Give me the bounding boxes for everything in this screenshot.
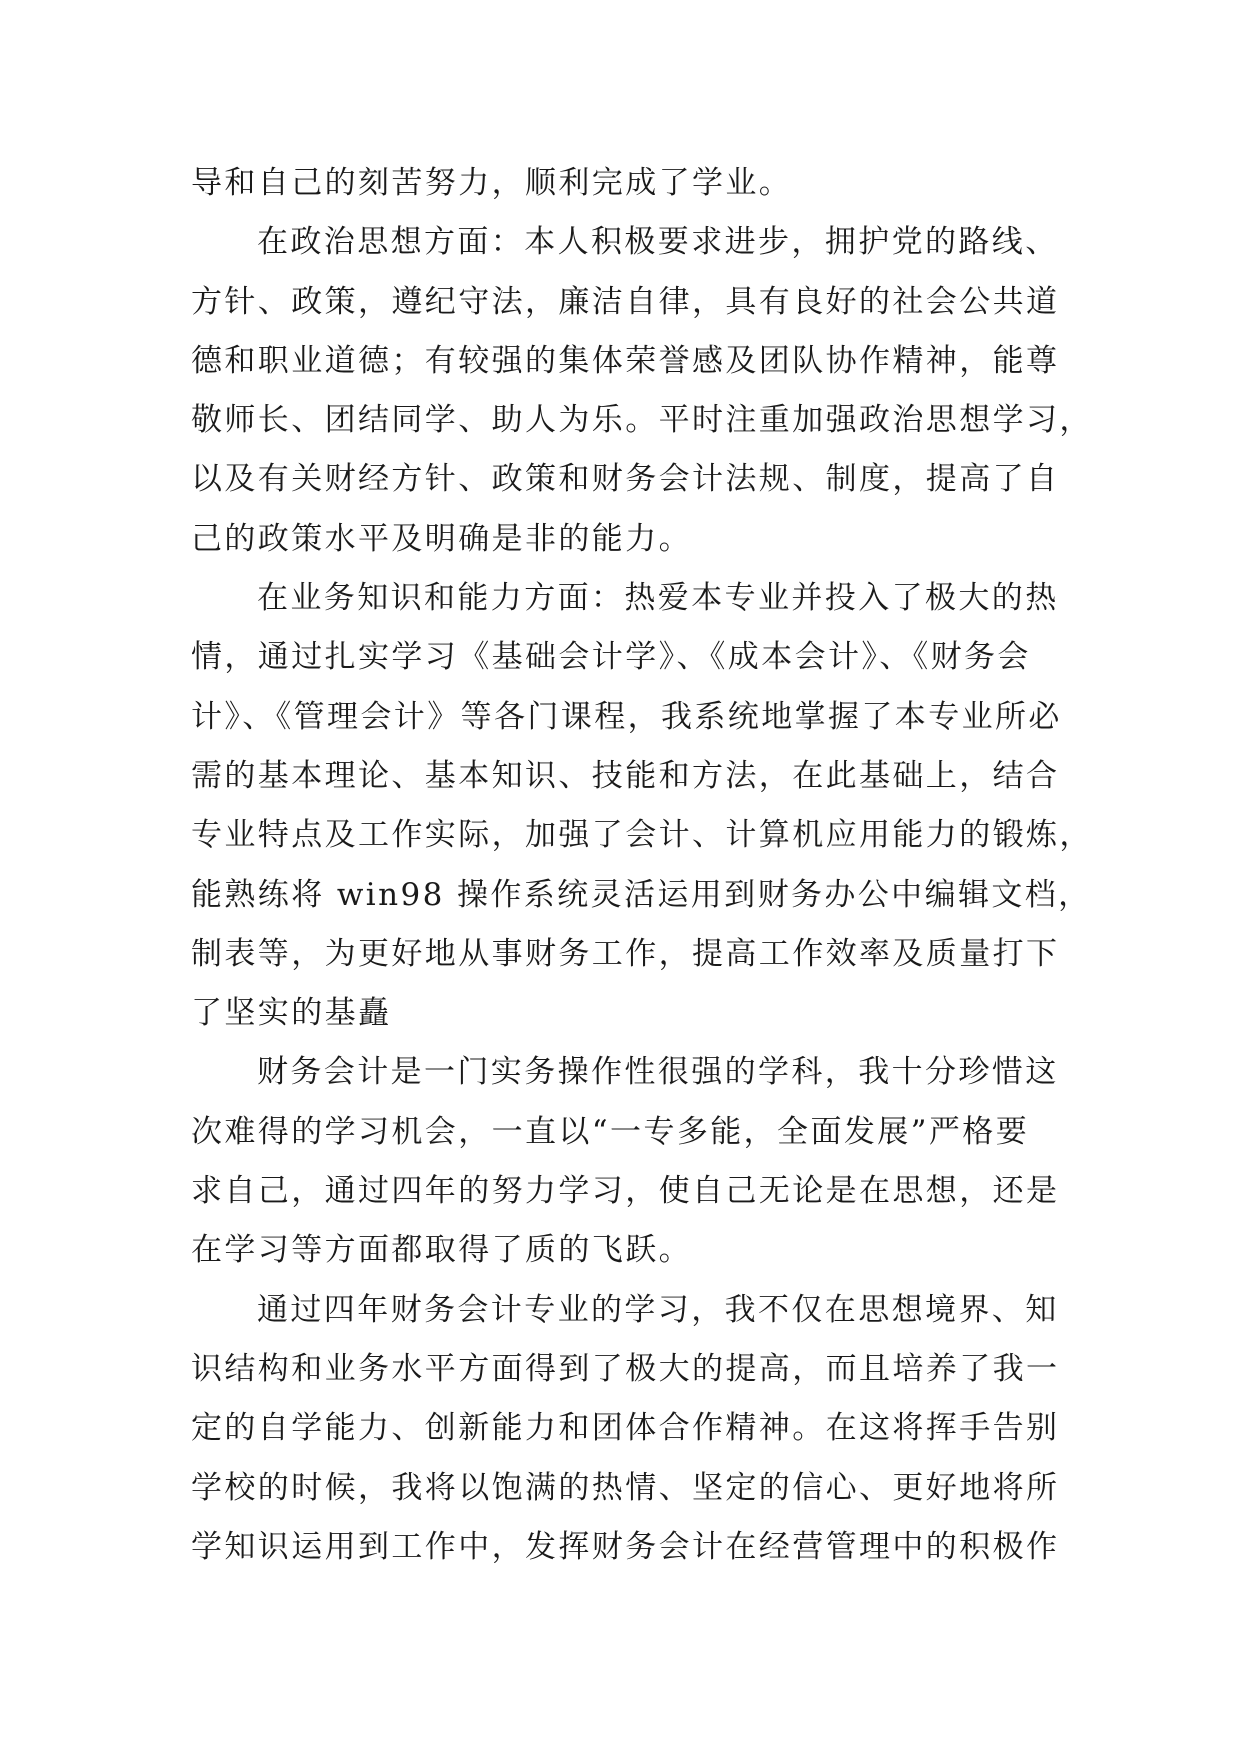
- text-line: 制表等，为更好地从事财务工作，提高工作效率及质量打下: [191, 935, 1060, 972]
- text-line: 情，通过扎实学习《基础会计学》、《成本会计》、《财务会: [191, 639, 1031, 676]
- text-line: 能熟练将 win98 操作系统灵活运用到财务办公中编辑文档，: [191, 876, 1092, 913]
- text-line: 专业特点及工作实际，加强了会计、计算机应用能力的锻炼，: [191, 817, 1093, 854]
- text-line: 定的自学能力、创新能力和团体合作精神。在这将挥手告别: [191, 1410, 1060, 1447]
- text-line: 以及有关财经方针、政策和财务会计法规、制度，提高了自: [191, 461, 1060, 498]
- text-line: 导和自己的刻苦努力，顺利完成了学业。: [191, 165, 793, 201]
- text-line: 德和职业道德；有较强的集体荣誉感及团队协作精神，能尊: [191, 342, 1060, 379]
- text-line: 己的政策水平及明确是非的能力。: [191, 520, 692, 557]
- paragraph-first-line: 在政治思想方面：本人积极要求进步，拥护党的路线、: [257, 224, 1059, 261]
- text-line: 求自己，通过四年的努力学习，使自己无论是在思想，还是: [191, 1173, 1060, 1210]
- paragraph-first-line: 财务会计是一门实务操作性很强的学科，我十分珍惜这: [257, 1054, 1059, 1091]
- text-line: 方针、政策，遵纪守法，廉洁自律，具有良好的社会公共道: [191, 283, 1060, 320]
- text-line: 次难得的学习机会，一直以“一专多能，全面发展”严格要: [191, 1113, 1030, 1150]
- text-line: 了坚实的基矗: [191, 995, 392, 1032]
- text-line: 敬师长、团结同学、助人为乐。平时注重加强政治思想学习，: [191, 402, 1093, 439]
- paragraph-first-line: 通过四年财务会计专业的学习，我不仅在思想境界、知: [257, 1291, 1059, 1328]
- text-line: 在学习等方面都取得了质的飞跃。: [191, 1232, 692, 1269]
- text-line: 需的基本理论、基本知识、技能和方法，在此基础上，结合: [191, 757, 1060, 794]
- text-line: 识结构和业务水平方面得到了极大的提高，而且培养了我一: [191, 1350, 1060, 1387]
- text-line: 学知识运用到工作中，发挥财务会计在经营管理中的积极作: [191, 1528, 1060, 1565]
- paragraph-first-line: 在业务知识和能力方面：热爱本专业并投入了极大的热: [257, 580, 1059, 617]
- document-body: [191, 154, 1093, 1577]
- text-line: 计》、《管理会计》等各门课程，我系统地掌握了本专业所必: [191, 698, 1062, 735]
- text-line: 学校的时候，我将以饱满的热情、坚定的信心、更好地将所: [191, 1469, 1060, 1506]
